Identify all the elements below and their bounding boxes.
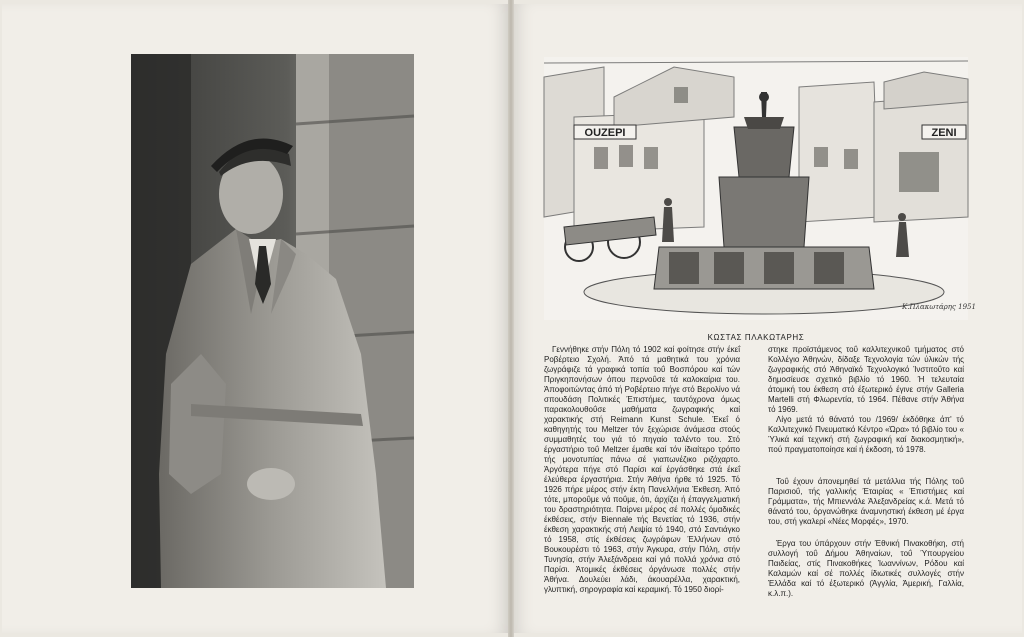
artist-photograph [131, 54, 414, 588]
artist-signature: Κ.Πλακωτάρης 1951 [902, 303, 976, 311]
biography-paragraph-3: Λίγο μετά τό θάνατό του /1969/ έκδόθηκε άπ' τό Καλλιτεχνικό Πνευματικό Κέντρο «Ώρα» τό βιβλίο του « Ύλικά καί τεχνική στή ζωγραφική καί διακοσμητική», πού πραγματοποίησε καί ή έκδοση, τό 1978. [768, 415, 964, 454]
ouzeri-sign: OUZEPI [584, 127, 626, 139]
biography-paragraph-5: Έργα του ύπάρχουν στήν Έθνική Πινακοθήκη, στή συλλογή τοΰ Δήμου Άθηναίων, τοΰ Ύπουργείου Παιδείας, στίς Πινακοθήκες Ίωαννίνων, Ρόδου καί Καλαμών καί σέ πολλές ίδιωτικές συλλογές στήν Έλλάδα καί τό έξωτερικό (Άγγλία, Άμερική, Γαλλία, κ.λ.π.). [768, 539, 964, 598]
fountain-sketch [544, 57, 976, 320]
zeni-sign: ZENI [931, 127, 957, 139]
biography-paragraph-4: Τοΰ έχουν άπονεμηθεί τά μετάλλια τής Πόλης τοΰ Παρισιοΰ, τής γαλλικής Έταιρίας « Έπιστήμες καί Γράμματα», τής Μπιεννάλε Άλεξανδρείας κ.ά. Μετά τό θάνατό του, όργανώθηκε άναμνηστική έκθεση μέ έργα του, στή γκαλερί «Νέες Μορφές», 1970. [768, 477, 964, 526]
article-title: ΚΩΣΤΑΣ ΠΛΑΚΩΤΑΡΗΣ [707, 333, 805, 342]
biography-paragraph-1: Γεννήθηκε στήν Πόλη τό 1902 καί φοίτησε στήν έκεΐ Ροβέρτειο Σχολή. Άπό τά μαθητικά του χρόνια ζωγράφιζε τά γραφικά τοπία τοΰ Βοσπόρου καί τών Πριγκηπονήσων όπου περνοΰσε τά καλοκαίρια του. Άποφοιτώντας άπό τή Ροβέρτειο πήγε στό Βερολίνο νά σπουδάση Πολιτικές Έπιστήμες, ταυτόχρονα όμως παρακολουθοΰσε μαθήματα ζωγραφικής καί χαρακτικής στή Reimann Kunst Schule. Έκεΐ ό καθηγητής του Meltzer τόν ξεχώρισε άνάμεσα στούς συμμαθητές του γιά τό πηγαίο ταλέντο του. Στό έργαστήριο τοΰ Meltzer έμαθε καί τόν ίδιαίτερο τρόπο τής μονοτυπίας πάνω σέ γιαπωνέζικο ριζόχαρτο. Άργότερα πήγε στό Παρίσι καί έργάσθηκε στά έκεΐ έλεύθερα έργαστήρια. Στήν Άθήνα ήρθε τό 1925. Τό 1926 πήρε μέρος στήν έκτη Πανελλήνια Έκθεση. Άπό τότε, μποροΰμε νά ποΰμε, ότι, άρχίζει ή έπαγγελματική του δραστηριότητα. Παίρνει μέρος σέ πολλές όμαδικές έκθέσεις, στήν Biennale τής Βενετίας τό 1936, στήν έκθεση χαρακτικής στή Λειψία τό 1940, στό Σαντιάγκο τό 1958, στίς έκθέσεις ζωγράφων Έλλήνων στό Βουκουρέστι τό 1963, στήν Άγκυρα, στήν Πόλη, στήν Τυνησία, στήν Άλεξάνδρεια καί γιά πολλά χρόνια στό Παρίσι. Άτομικές έκθέσεις όργάνωσε πολλές στήν Άθήνα. Δουλεύει λάδι, άκουαρέλλα, χαρακτική, γλυπτική, σηρογραφία καί κεραμική. Τό 1950 διορί- [544, 345, 740, 594]
book-gutter [508, 0, 514, 637]
text-column-2 [768, 345, 964, 599]
text-column-1 [544, 345, 740, 595]
biography-paragraph-2: στηκε προϊστάμενος τοΰ καλλιτεχνικοΰ τμήματος στό Κολλέγιο Άθηνών, δίδαξε Τεχνολογία τών ύλικών τής ζωγραφικής στό Άθηναϊκό Τεχνολογικό Ίνστιτοΰτο καί δημοσίευσε σχετικό βιβλίο τό 1960. Ή τελευταία άτομική του έκθεση στό έξωτερικό έγινε στήν Galleria Martelli στή Φλωρεντία, τό 1964. Πέθανε στήν Άθήνα τό 1969. [768, 345, 964, 414]
